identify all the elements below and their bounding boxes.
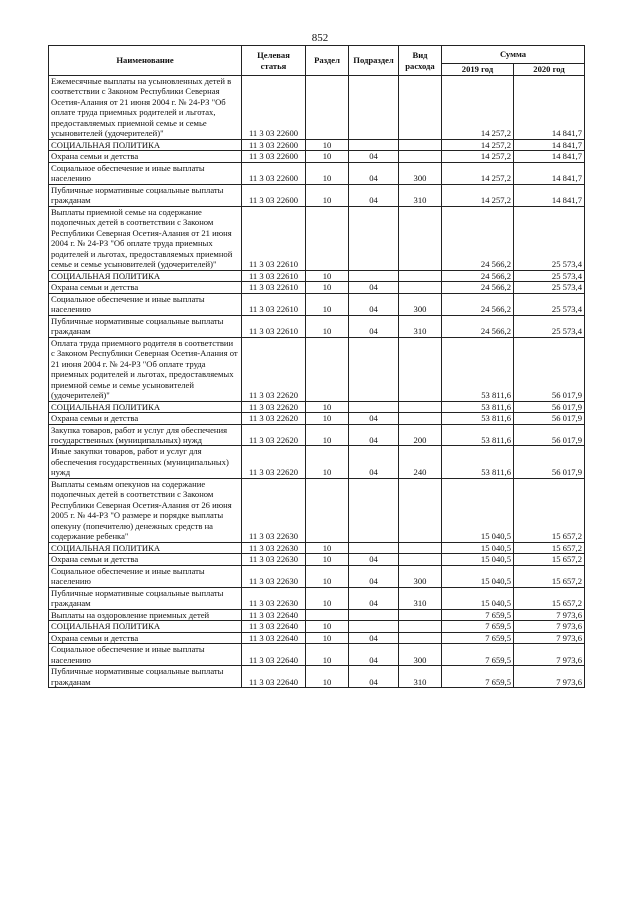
row-name: Иные закупки товаров, работ и услуг для обеспечения государственных (муниципальных) нужд	[49, 446, 242, 478]
row-section: 10	[306, 565, 349, 587]
row-subsection: 04	[349, 282, 399, 293]
row-expense-type: 200	[399, 424, 442, 446]
row-sum-2019: 15 040,5	[442, 554, 514, 565]
row-sum-2020: 15 657,2	[514, 542, 585, 553]
row-name: Социальное обеспечение и иные выплаты населению	[49, 565, 242, 587]
table-row	[49, 184, 585, 206]
row-target: 11 3 03 22600	[242, 184, 306, 206]
row-target: 11 3 03 22630	[242, 478, 306, 542]
row-expense-type	[399, 139, 442, 150]
row-subsection: 04	[349, 446, 399, 478]
row-name: Охрана семьи и детства	[49, 282, 242, 293]
row-sum-2019: 15 040,5	[442, 565, 514, 587]
row-section	[306, 206, 349, 270]
row-sum-2019: 15 040,5	[442, 478, 514, 542]
row-expense-type	[399, 413, 442, 424]
row-name: Закупка товаров, работ и услуг для обеспечения государственных (муниципальных) нужд	[49, 424, 242, 446]
row-section	[306, 76, 349, 140]
budget-table	[48, 45, 585, 688]
table-row	[49, 609, 585, 620]
row-sum-2020: 15 657,2	[514, 565, 585, 587]
row-section: 10	[306, 621, 349, 632]
row-target: 11 3 03 22620	[242, 424, 306, 446]
row-name: Выплаты приемной семье на содержание подопечных детей в соответствии с Законом Республики Северная Осетия-Алания от 21 июня 2004 г. № 24-РЗ "Об оплате труда приемных родителей и льготах, предоставляемых приемной семье и семье усыновителей (удочерителей)"	[49, 206, 242, 270]
row-subsection	[349, 609, 399, 620]
row-sum-2019: 14 257,2	[442, 184, 514, 206]
table-row	[49, 151, 585, 162]
row-section	[306, 337, 349, 401]
row-section: 10	[306, 554, 349, 565]
row-target: 11 3 03 22630	[242, 542, 306, 553]
row-expense-type: 300	[399, 565, 442, 587]
row-subsection	[349, 270, 399, 281]
row-sum-2020: 25 573,4	[514, 315, 585, 337]
header-section: Раздел	[306, 46, 349, 76]
table-row	[49, 446, 585, 478]
row-section: 10	[306, 270, 349, 281]
row-subsection	[349, 139, 399, 150]
table-row	[49, 270, 585, 281]
table-row	[49, 139, 585, 150]
table-row	[49, 162, 585, 184]
table-row	[49, 554, 585, 565]
page-number: 852	[311, 32, 329, 44]
row-sum-2019: 7 659,5	[442, 621, 514, 632]
table-row	[49, 337, 585, 401]
row-section: 10	[306, 293, 349, 315]
row-sum-2019: 14 257,2	[442, 139, 514, 150]
header-name: Наименование	[49, 46, 242, 76]
table-row	[49, 282, 585, 293]
row-expense-type: 310	[399, 315, 442, 337]
table-row	[49, 621, 585, 632]
row-name: СОЦИАЛЬНАЯ ПОЛИТИКА	[49, 621, 242, 632]
row-sum-2019: 24 566,2	[442, 270, 514, 281]
row-name: Социальное обеспечение и иные выплаты населению	[49, 162, 242, 184]
row-target: 11 3 03 22640	[242, 632, 306, 643]
row-expense-type: 310	[399, 666, 442, 688]
row-name: Социальное обеспечение и иные выплаты населению	[49, 293, 242, 315]
row-sum-2019: 7 659,5	[442, 609, 514, 620]
row-name: Социальное обеспечение и иные выплаты населению	[49, 644, 242, 666]
row-section: 10	[306, 139, 349, 150]
row-section: 10	[306, 587, 349, 609]
row-target: 11 3 03 22610	[242, 270, 306, 281]
row-target: 11 3 03 22620	[242, 337, 306, 401]
table-row	[49, 401, 585, 412]
table-row	[49, 413, 585, 424]
row-sum-2020: 7 973,6	[514, 609, 585, 620]
row-target: 11 3 03 22620	[242, 401, 306, 412]
row-section: 10	[306, 632, 349, 643]
row-name: Публичные нормативные социальные выплаты гражданам	[49, 315, 242, 337]
row-sum-2019: 7 659,5	[442, 644, 514, 666]
row-sum-2020: 56 017,9	[514, 446, 585, 478]
header-2019: 2019 год	[442, 64, 514, 76]
row-sum-2020: 56 017,9	[514, 424, 585, 446]
row-sum-2020: 7 973,6	[514, 666, 585, 688]
row-sum-2020: 56 017,9	[514, 337, 585, 401]
row-target: 11 3 03 22620	[242, 446, 306, 478]
row-sum-2019: 24 566,2	[442, 315, 514, 337]
table-body	[49, 76, 585, 688]
header-subsection: Подраздел	[349, 46, 399, 76]
table-row	[49, 424, 585, 446]
row-name: Оплата труда приемного родителя в соответствии с Законом Республики Северная Осетия-Алания от 21 июня 2004 г. № 24-РЗ "Об оплате труда приемных родителей и льготах, предоставляемых приемной семье и семье усыновителей (удочерителей)"	[49, 337, 242, 401]
row-sum-2019: 14 257,2	[442, 76, 514, 140]
row-target: 11 3 03 22640	[242, 644, 306, 666]
row-target: 11 3 03 22610	[242, 293, 306, 315]
row-expense-type	[399, 401, 442, 412]
row-subsection	[349, 76, 399, 140]
table-row	[49, 315, 585, 337]
row-sum-2019: 53 811,6	[442, 337, 514, 401]
row-expense-type: 310	[399, 184, 442, 206]
row-subsection	[349, 337, 399, 401]
row-section: 10	[306, 162, 349, 184]
row-subsection: 04	[349, 632, 399, 643]
table-row	[49, 76, 585, 140]
header-2020: 2020 год	[514, 64, 585, 76]
row-name: Выплаты на оздоровление приемных детей	[49, 609, 242, 620]
table-row	[49, 542, 585, 553]
row-target: 11 3 03 22640	[242, 621, 306, 632]
row-name: Охрана семьи и детства	[49, 151, 242, 162]
row-sum-2020: 14 841,7	[514, 184, 585, 206]
row-name: СОЦИАЛЬНАЯ ПОЛИТИКА	[49, 401, 242, 412]
row-target: 11 3 03 22610	[242, 206, 306, 270]
row-section: 10	[306, 542, 349, 553]
row-name: СОЦИАЛЬНАЯ ПОЛИТИКА	[49, 270, 242, 281]
row-target: 11 3 03 22640	[242, 666, 306, 688]
row-sum-2019: 14 257,2	[442, 162, 514, 184]
row-sum-2020: 7 973,6	[514, 632, 585, 643]
row-section: 10	[306, 401, 349, 412]
row-subsection	[349, 401, 399, 412]
row-expense-type: 240	[399, 446, 442, 478]
row-target: 11 3 03 22640	[242, 609, 306, 620]
row-subsection: 04	[349, 151, 399, 162]
row-section: 10	[306, 424, 349, 446]
row-target: 11 3 03 22610	[242, 315, 306, 337]
row-expense-type	[399, 554, 442, 565]
row-sum-2019: 53 811,6	[442, 446, 514, 478]
table-row	[49, 666, 585, 688]
row-expense-type	[399, 270, 442, 281]
row-name: СОЦИАЛЬНАЯ ПОЛИТИКА	[49, 139, 242, 150]
row-target: 11 3 03 22600	[242, 139, 306, 150]
row-section: 10	[306, 151, 349, 162]
row-expense-type	[399, 151, 442, 162]
row-section: 10	[306, 446, 349, 478]
row-subsection	[349, 621, 399, 632]
row-target: 11 3 03 22600	[242, 162, 306, 184]
row-subsection: 04	[349, 293, 399, 315]
row-sum-2019: 7 659,5	[442, 632, 514, 643]
row-name: Публичные нормативные социальные выплаты гражданам	[49, 587, 242, 609]
row-subsection	[349, 542, 399, 553]
table-header	[49, 46, 585, 76]
table-row	[49, 478, 585, 542]
row-subsection: 04	[349, 587, 399, 609]
row-sum-2019: 53 811,6	[442, 401, 514, 412]
row-subsection: 04	[349, 424, 399, 446]
row-expense-type	[399, 206, 442, 270]
row-name: Публичные нормативные социальные выплаты гражданам	[49, 666, 242, 688]
row-sum-2019: 15 040,5	[442, 542, 514, 553]
row-subsection	[349, 478, 399, 542]
row-section: 10	[306, 282, 349, 293]
row-expense-type	[399, 337, 442, 401]
row-subsection: 04	[349, 565, 399, 587]
row-subsection: 04	[349, 644, 399, 666]
row-sum-2020: 14 841,7	[514, 139, 585, 150]
row-sum-2020: 7 973,6	[514, 621, 585, 632]
row-sum-2020: 14 841,7	[514, 151, 585, 162]
row-target: 11 3 03 22630	[242, 587, 306, 609]
row-sum-2020: 56 017,9	[514, 413, 585, 424]
row-expense-type	[399, 282, 442, 293]
row-target: 11 3 03 22620	[242, 413, 306, 424]
row-sum-2020: 15 657,2	[514, 478, 585, 542]
row-expense-type	[399, 632, 442, 643]
row-expense-type	[399, 542, 442, 553]
row-subsection: 04	[349, 184, 399, 206]
row-expense-type	[399, 76, 442, 140]
row-subsection: 04	[349, 315, 399, 337]
row-section: 10	[306, 184, 349, 206]
table-row	[49, 206, 585, 270]
header-expense-type: Вид расхода	[399, 46, 442, 76]
table-row	[49, 293, 585, 315]
table-row	[49, 565, 585, 587]
row-sum-2020: 25 573,4	[514, 270, 585, 281]
row-sum-2019: 53 811,6	[442, 424, 514, 446]
row-section: 10	[306, 413, 349, 424]
row-section: 10	[306, 644, 349, 666]
row-sum-2020: 15 657,2	[514, 554, 585, 565]
row-expense-type: 310	[399, 587, 442, 609]
row-expense-type: 300	[399, 162, 442, 184]
table-row	[49, 632, 585, 643]
row-subsection: 04	[349, 162, 399, 184]
row-target: 11 3 03 22630	[242, 565, 306, 587]
row-expense-type: 300	[399, 293, 442, 315]
row-sum-2019: 24 566,2	[442, 206, 514, 270]
row-subsection: 04	[349, 554, 399, 565]
row-sum-2019: 7 659,5	[442, 666, 514, 688]
row-name: Охрана семьи и детства	[49, 632, 242, 643]
row-expense-type	[399, 478, 442, 542]
row-expense-type	[399, 609, 442, 620]
row-sum-2020: 14 841,7	[514, 162, 585, 184]
row-name: Охрана семьи и детства	[49, 413, 242, 424]
header-target: Целевая статья	[242, 46, 306, 76]
row-expense-type	[399, 621, 442, 632]
row-sum-2019: 15 040,5	[442, 587, 514, 609]
row-sum-2019: 24 566,2	[442, 293, 514, 315]
row-target: 11 3 03 22600	[242, 151, 306, 162]
row-sum-2019: 14 257,2	[442, 151, 514, 162]
row-sum-2020: 7 973,6	[514, 644, 585, 666]
row-section: 10	[306, 315, 349, 337]
row-sum-2019: 24 566,2	[442, 282, 514, 293]
row-sum-2020: 25 573,4	[514, 206, 585, 270]
row-name: Выплаты семьям опекунов на содержание подопечных детей в соответствии с Законом Республики Северная Осетия-Алания от 26 июня 2005 г. № 44-РЗ "О размере и порядке выплаты опекуну (попечителю) денежных средств на содержание ребенка"	[49, 478, 242, 542]
row-target: 11 3 03 22600	[242, 76, 306, 140]
row-name: СОЦИАЛЬНАЯ ПОЛИТИКА	[49, 542, 242, 553]
row-subsection: 04	[349, 666, 399, 688]
row-name: Ежемесячные выплаты на усыновленных детей в соответствии с Законом Республики Северная Осетия-Алания от 21 июня 2004 г. № 24-РЗ "Об оплате труда приемных родителей и льготах, предоставляемых приемной семье и семье усыновителей (удочерителей)"	[49, 76, 242, 140]
row-target: 11 3 03 22610	[242, 282, 306, 293]
row-subsection: 04	[349, 413, 399, 424]
row-sum-2019: 53 811,6	[442, 413, 514, 424]
row-sum-2020: 25 573,4	[514, 293, 585, 315]
row-sum-2020: 14 841,7	[514, 76, 585, 140]
row-sum-2020: 15 657,2	[514, 587, 585, 609]
row-name: Охрана семьи и детства	[49, 554, 242, 565]
row-section	[306, 609, 349, 620]
header-sum: Сумма	[442, 46, 585, 64]
row-sum-2020: 25 573,4	[514, 282, 585, 293]
table-row	[49, 644, 585, 666]
row-sum-2020: 56 017,9	[514, 401, 585, 412]
row-target: 11 3 03 22630	[242, 554, 306, 565]
row-section: 10	[306, 666, 349, 688]
row-expense-type: 300	[399, 644, 442, 666]
table-row	[49, 587, 585, 609]
row-name: Публичные нормативные социальные выплаты гражданам	[49, 184, 242, 206]
row-section	[306, 478, 349, 542]
row-subsection	[349, 206, 399, 270]
